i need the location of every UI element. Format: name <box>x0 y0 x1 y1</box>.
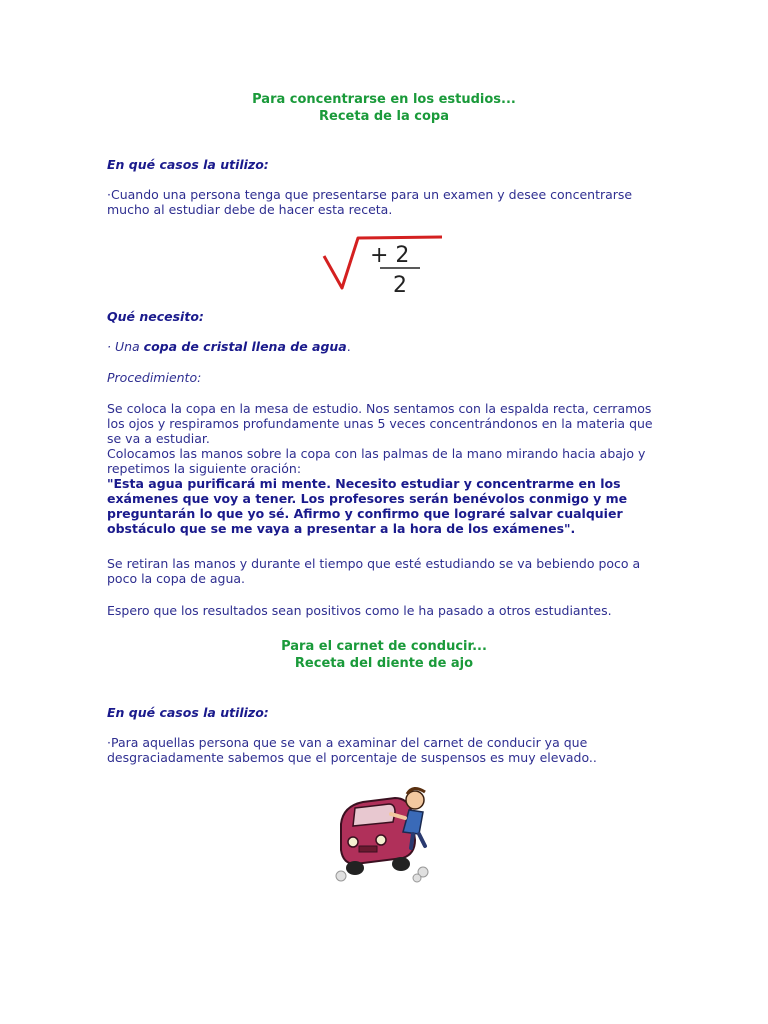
need-suffix: . <box>346 339 351 354</box>
need-bold: copa de cristal llena de agua <box>143 339 347 354</box>
section1-when-text-line2: mucho al estudiar debe de hacer esta receta. <box>107 202 393 217</box>
proc-line4: Colocamos las manos sobre la copa con las palmas de la mano mirando hacia abajo y <box>107 446 646 461</box>
section1-title-line2: Receta de la copa <box>319 109 449 124</box>
cartoon-car-illustration <box>333 784 435 884</box>
prayer-line2: exámenes que voy a tener. Los profesores serán benévolos conmigo y me <box>107 491 628 506</box>
after-line1: Se retiran las manos y durante el tiempo que esté estudiando se va bebiendo poco a <box>107 556 641 571</box>
prayer-line1: "Esta agua purificará mi mente. Necesito estudiar y concentrarme en los <box>107 476 621 491</box>
section2-when-text-line1: ·Para aquellas persona que se van a examinar del carnet de conducir ya que <box>107 735 588 750</box>
square-root-formula-image <box>318 232 448 294</box>
section1-after-text <box>107 556 667 586</box>
proc-line5: repetimos la siguiente oración: <box>107 461 302 476</box>
section1-need-text <box>107 339 667 354</box>
need-prefix: · Una <box>107 339 144 354</box>
section1-need-heading: Qué necesito: <box>107 309 204 324</box>
proc-line3: se va a estudiar. <box>107 431 210 446</box>
formula-denominator: 2 <box>393 273 407 294</box>
formula-numerator: + 2 <box>370 243 410 268</box>
section1-title-line1: Para concentrarse en los estudios... <box>252 92 516 107</box>
section1-when-heading: En qué casos la utilizo: <box>107 157 269 172</box>
prayer-line4: obstáculo que se me vaya a presentar a la hora de los exámenes". <box>107 521 576 536</box>
section1-procedure-heading: Procedimiento: <box>107 370 202 385</box>
prayer-line3: preguntarán lo que yo sé. Afirmo y confirmo que lograré salvar cualquier <box>107 506 623 521</box>
section2-when-text <box>107 735 667 765</box>
proc-line2: los ojos y respiramos profundamente unas 5 veces concentrándonos en la materia que <box>107 416 653 431</box>
proc-line1: Se coloca la copa en la mesa de estudio. Nos sentamos con la espalda recta, cerramos <box>107 401 652 416</box>
section2-title-line2: Receta del diente de ajo <box>294 656 474 671</box>
section2-when-heading: En qué casos la utilizo: <box>107 705 269 720</box>
section1-procedure-text <box>107 401 667 536</box>
section1-closing: Espero que los resultados sean positivos como le ha pasado a otros estudiantes. <box>107 603 612 618</box>
section1-when-text <box>107 187 667 217</box>
after-line2: poco la copa de agua. <box>107 571 246 586</box>
section1-when-text-line1: ·Cuando una persona tenga que presentarse para un examen y desee concentrarse <box>107 187 633 202</box>
section2-title-line1: Para el carnet de conducir... <box>281 639 487 654</box>
section2-when-text-line2: desgraciadamente sabemos que el porcentaje de suspensos es muy elevado.. <box>107 750 597 765</box>
